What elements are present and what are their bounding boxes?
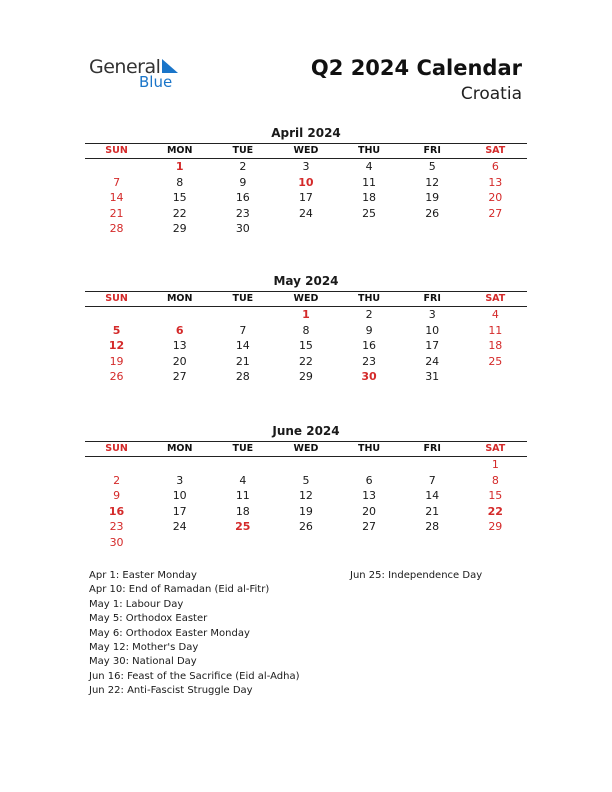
weekday-label: TUE	[232, 293, 254, 304]
day-cell: 15	[488, 489, 503, 503]
day-cell: 1	[491, 458, 499, 471]
day-cell: 1	[175, 160, 184, 173]
day-cell: 31	[425, 370, 440, 384]
day-cell	[401, 535, 464, 551]
holiday-item: May 6: Orthodox Easter Monday	[89, 627, 250, 639]
day-cell: 22	[172, 206, 187, 220]
day-cell: 21	[425, 504, 440, 518]
day-cell: 13	[488, 175, 503, 189]
week-row	[85, 504, 527, 520]
day-cell: 3	[302, 160, 310, 173]
holiday-item: Jun 22: Anti-Fascist Struggle Day	[89, 685, 253, 697]
day-cell: 12	[425, 175, 440, 189]
day-cell: 7	[113, 175, 121, 189]
holiday-item: May 30: National Day	[89, 656, 197, 668]
week-row	[85, 535, 527, 551]
week-row	[85, 457, 527, 473]
weekday-header-row	[85, 143, 527, 159]
day-cell: 23	[362, 354, 377, 368]
week-row	[85, 159, 527, 175]
holiday-list-left	[89, 569, 299, 699]
day-cell: 2	[113, 473, 121, 487]
month-block	[85, 125, 527, 237]
day-cell	[211, 457, 274, 473]
day-cell: 20	[488, 191, 503, 205]
day-cell: 21	[235, 354, 250, 368]
day-cell: 16	[108, 504, 125, 518]
day-cell	[464, 221, 527, 237]
week-row	[85, 206, 527, 222]
day-cell: 26	[425, 206, 440, 220]
holiday-item: May 5: Orthodox Easter	[89, 613, 208, 625]
holiday-item: Apr 1: Easter Monday	[89, 570, 197, 581]
day-cell: 7	[239, 323, 247, 337]
day-cell: 23	[109, 520, 124, 534]
day-cell: 27	[172, 370, 187, 384]
day-cell: 19	[298, 504, 313, 518]
day-cell: 30	[109, 535, 124, 549]
weekday-header-row	[85, 441, 527, 457]
day-cell: 24	[298, 206, 313, 220]
day-cell: 1	[302, 308, 310, 321]
week-row	[85, 488, 527, 504]
day-cell: 23	[235, 206, 250, 220]
weekday-header-row	[85, 291, 527, 307]
day-cell: 4	[239, 473, 247, 487]
day-cell: 5	[112, 323, 121, 337]
holiday-item: Apr 10: End of Ramadan (Eid al-Fitr)	[89, 584, 270, 596]
day-cell: 17	[298, 191, 313, 205]
weekday-label: MON	[166, 145, 193, 156]
day-cell: 6	[175, 323, 184, 337]
day-cell: 16	[235, 191, 250, 205]
day-cell: 21	[109, 206, 124, 220]
day-cell: 12	[298, 489, 313, 503]
day-cell	[211, 535, 274, 551]
day-cell	[85, 159, 148, 175]
day-cell: 8	[491, 473, 499, 487]
day-cell	[464, 535, 527, 551]
weekday-label: THU	[357, 443, 381, 454]
weekday-label: WED	[293, 293, 319, 304]
weekday-label: SUN	[105, 145, 128, 156]
day-cell: 3	[428, 308, 436, 321]
weekday-label: SUN	[105, 443, 128, 454]
day-cell	[338, 535, 401, 551]
day-cell	[148, 535, 211, 551]
day-cell: 14	[235, 339, 250, 353]
day-cell: 25	[488, 354, 503, 368]
day-cell: 19	[109, 354, 124, 368]
weekday-label: MON	[166, 293, 193, 304]
logo-triangle-icon	[162, 59, 178, 73]
week-row	[85, 307, 527, 323]
day-cell: 29	[488, 520, 503, 534]
day-cell: 2	[365, 308, 373, 321]
day-cell	[211, 307, 274, 323]
day-cell: 26	[109, 370, 124, 384]
holiday-item: May 12: Mother's Day	[89, 642, 199, 654]
week-row	[85, 369, 527, 385]
day-cell	[401, 221, 464, 237]
day-cell	[274, 221, 337, 237]
day-cell: 16	[362, 339, 377, 353]
page-title: Q2 2024 Calendar	[310, 56, 522, 80]
day-cell: 5	[428, 160, 436, 173]
day-cell: 9	[239, 175, 247, 189]
holiday-item: May 1: Labour Day	[89, 598, 184, 610]
day-cell: 20	[362, 504, 377, 518]
day-cell: 15	[172, 191, 187, 205]
day-cell: 18	[235, 504, 250, 518]
day-cell	[148, 307, 211, 323]
day-cell: 6	[365, 473, 373, 487]
day-cell: 4	[365, 160, 373, 173]
day-cell: 11	[488, 323, 503, 337]
weekday-label: TUE	[232, 145, 254, 156]
day-cell: 25	[235, 520, 251, 534]
day-cell: 30	[361, 370, 377, 384]
week-row	[85, 221, 527, 237]
week-row	[85, 175, 527, 191]
weekday-label: THU	[357, 293, 381, 304]
day-cell: 9	[365, 323, 373, 337]
month-title: May 2024	[273, 274, 339, 288]
day-cell: 9	[113, 489, 121, 503]
day-cell	[401, 457, 464, 473]
day-cell	[464, 369, 527, 385]
holiday-item: Jun 25: Independence Day	[350, 570, 483, 581]
day-cell	[148, 457, 211, 473]
holiday-item: Jun 16: Feast of the Sacrifice (Eid al-Adha)	[89, 670, 300, 682]
month-block	[85, 273, 527, 385]
weekday-label: FRI	[423, 443, 441, 454]
day-cell: 22	[487, 504, 503, 518]
day-cell: 10	[172, 489, 187, 503]
day-cell: 29	[298, 370, 313, 384]
logo-general-text: General	[89, 56, 161, 78]
month-title: April 2024	[271, 126, 341, 140]
day-cell: 17	[425, 339, 440, 353]
weekday-label: SAT	[485, 293, 506, 304]
week-row	[85, 338, 527, 354]
week-row	[85, 473, 527, 489]
week-row	[85, 323, 527, 339]
day-cell: 11	[362, 175, 377, 189]
day-cell: 19	[425, 191, 440, 205]
generalblue-logo	[89, 56, 189, 96]
day-cell: 29	[172, 222, 187, 236]
day-cell: 11	[235, 489, 250, 503]
week-row	[85, 354, 527, 370]
day-cell: 25	[362, 206, 377, 220]
day-cell: 24	[172, 520, 187, 534]
day-cell	[274, 457, 337, 473]
weekday-label: MON	[166, 443, 193, 454]
day-cell: 5	[302, 473, 310, 487]
day-cell: 30	[235, 222, 250, 236]
day-cell: 27	[488, 206, 503, 220]
month-title: June 2024	[272, 424, 340, 438]
weekday-label: WED	[293, 145, 319, 156]
weekday-label: SAT	[485, 443, 506, 454]
day-cell: 13	[172, 339, 187, 353]
weekday-label: WED	[293, 443, 319, 454]
day-cell: 10	[425, 323, 440, 337]
weekday-label: SAT	[485, 145, 506, 156]
day-cell: 17	[172, 504, 187, 518]
weekday-label: FRI	[423, 145, 441, 156]
weekday-label: SUN	[105, 293, 128, 304]
weekday-label: FRI	[423, 293, 441, 304]
day-cell: 18	[488, 339, 503, 353]
day-cell: 22	[298, 354, 313, 368]
day-cell: 14	[109, 191, 124, 205]
holiday-list-right	[350, 569, 482, 583]
day-cell: 3	[176, 473, 184, 487]
day-cell: 7	[428, 473, 436, 487]
day-cell: 24	[425, 354, 440, 368]
day-cell: 28	[425, 520, 440, 534]
day-cell	[85, 307, 148, 323]
week-row	[85, 190, 527, 206]
day-cell: 8	[176, 175, 184, 189]
day-cell: 26	[298, 520, 313, 534]
day-cell: 28	[109, 222, 124, 236]
day-cell	[274, 535, 337, 551]
day-cell: 8	[302, 323, 310, 337]
day-cell: 10	[298, 175, 314, 189]
day-cell: 12	[108, 339, 125, 353]
day-cell: 18	[362, 191, 377, 205]
month-block	[85, 423, 527, 551]
day-cell: 2	[239, 160, 247, 173]
logo-blue-text: Blue	[139, 73, 173, 91]
day-cell: 14	[425, 489, 440, 503]
day-cell	[338, 457, 401, 473]
day-cell: 4	[491, 308, 499, 321]
day-cell: 15	[298, 339, 313, 353]
day-cell: 6	[491, 160, 499, 173]
week-row	[85, 519, 527, 535]
day-cell: 27	[362, 520, 377, 534]
weekday-label: TUE	[232, 443, 254, 454]
weekday-label: THU	[357, 145, 381, 156]
day-cell: 13	[362, 489, 377, 503]
country-name: Croatia	[460, 84, 522, 104]
day-cell: 20	[172, 354, 187, 368]
day-cell	[85, 457, 148, 473]
day-cell: 28	[235, 370, 250, 384]
day-cell	[338, 221, 401, 237]
